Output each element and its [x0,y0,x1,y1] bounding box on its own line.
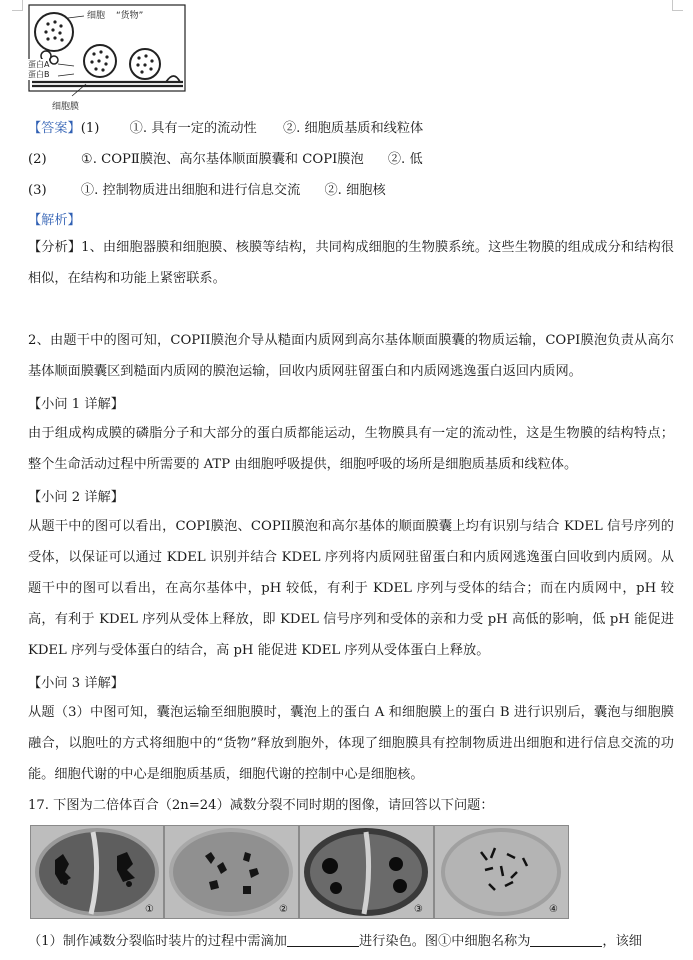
exocytosis-diagram [28,4,186,104]
corner-mark-left [12,0,23,11]
sub-1-text-c: ，该细 [602,934,642,949]
sub-question-2-detail: 从题干中的图可以看出，COPI膜泡、COPII膜泡和高尔基体的顺面膜囊上均有识别与结合 KDEL 信号序列的受体，以保证可以通过 KDEL 识别并结合 KDEL 序列将内质网驻留蛋白和内质网逃逸蛋白回收到内质网。从题干中的图可以看出，在高尔基体中，pH 较低，有利于 KDEL 序列与受体的结合；而在内质网中，pH 较高，有利于 KDEL 序列从受体上释放，即 KDEL 信号序列和受体的亲和力受 pH 高低的影响，低 pH 能促进 KDEL 序列与受体蛋白的结合，高 pH 能促进 KDEL 序列从受体蛋白上释放。 [28,519,674,658]
answer-q1-part-b: 细胞质基质和线粒体 [304,121,424,136]
diagram-protein-a-label: 蛋白A [28,60,50,69]
answer-q2-part-b: 低 [409,152,423,167]
sub-question-3-detail: 从题（3）中图可知，囊泡运输至细胞膜时，囊泡上的蛋白 A 和细胞膜上的蛋白 B 进行识别后，囊泡与细胞膜融合，以胞吐的方式将细胞中的“货物”释放到胞外，体现了细胞膜具有控制物质进出细胞和进行信息交流的功能。细胞代谢的中心是细胞质基质，细胞代谢的控制中心是细胞核。 [28,705,674,782]
sub-question-1-detail: 由于组成构成膜的磷脂分子和大部分的蛋白质都能运动，生物膜具有一定的流动性，这是生物膜的结构特点；整个生命活动过程中所需要的 ATP 由细胞呼吸提供，细胞呼吸的场所是细胞质基质和线粒体。 [28,426,674,472]
question-17-sub-1 [28,932,642,951]
analysis-paragraph-2: 2、由题干中的图可知，COPII膜泡介导从糙面内质网到高尔基体顺面膜囊的物质运输，COPI膜泡负责从高尔基体顺面膜囊区到糙面内质网的膜泡运输，回收内质网驻留蛋白和内质网逃逸蛋白返回内质网。 [28,333,674,379]
answer-q3-number: (3) [28,183,47,198]
sub-question-1-heading: 【小问 1 详解】 [28,397,124,412]
answer-tag: 【答案】 [28,121,81,136]
answer-q1-number: (1) [80,121,100,136]
answer-q1-mark-b: ②. [282,121,301,136]
diagram-cell-label: 细胞 [87,11,106,21]
answer-q2-mark-b: ②. [387,152,406,167]
micrograph-2 [164,825,299,919]
answer-q3-mark-b: ②. [324,183,342,198]
analysis-tag: 【解析】 [28,213,81,228]
answer-q3-part-a: 控制物质进出细胞和进行信息交流 [102,183,301,198]
answer-blank-cell-name[interactable] [530,932,602,947]
diagram-membrane-label: 细胞膜 [52,102,80,112]
micrograph-label-1: ① [145,904,154,915]
micrograph-4 [434,825,569,919]
micrograph-label-3: ③ [414,904,423,915]
answer-line-2 [28,151,423,169]
answer-q3-mark-a: ①. [80,183,99,198]
analysis-paragraph-1: 【分析】1、由细胞器膜和细胞膜、核膜等结构，共同构成细胞的生物膜系统。这些生物膜的组成成分和结构很相似，在结构和功能上紧密联系。 [28,240,674,286]
answer-q1-part-a: 具有一定的流动性 [151,121,257,136]
question-17-stem: 17. 下图为二倍体百合（2n=24）减数分裂不同时期的图像，请回答以下问题： [28,798,494,813]
micrograph-label-4: ④ [549,904,558,915]
micrograph-label-2: ② [279,904,288,915]
answer-line-3 [28,182,386,200]
answer-q1-mark-a: ①. [129,121,148,136]
answer-q2-part-a: COPⅡ膜泡、高尔基体顺面膜囊和 COPI膜泡 [101,152,364,167]
sub-question-3-heading: 【小问 3 详解】 [28,676,124,691]
corner-mark-right [672,0,683,11]
micrograph-3 [299,825,434,919]
answer-q2-number: (2) [28,152,47,167]
answer-blank-stain[interactable] [287,932,359,947]
sub-1-text-a: （1）制作减数分裂临时装片的过程中需滴加 [28,934,287,949]
sub-1-text-b: 进行染色。图①中细胞名称为 [358,934,531,949]
diagram-protein-b-label: 蛋白B [28,70,50,79]
sub-question-2-heading: 【小问 2 详解】 [28,490,124,505]
diagram-cargo-label: “货物” [116,11,144,21]
micrograph-1 [30,825,164,919]
answer-q3-part-b: 细胞核 [346,183,386,198]
answer-line-1 [28,120,423,138]
answer-q2-mark-a: ①. [80,152,97,167]
